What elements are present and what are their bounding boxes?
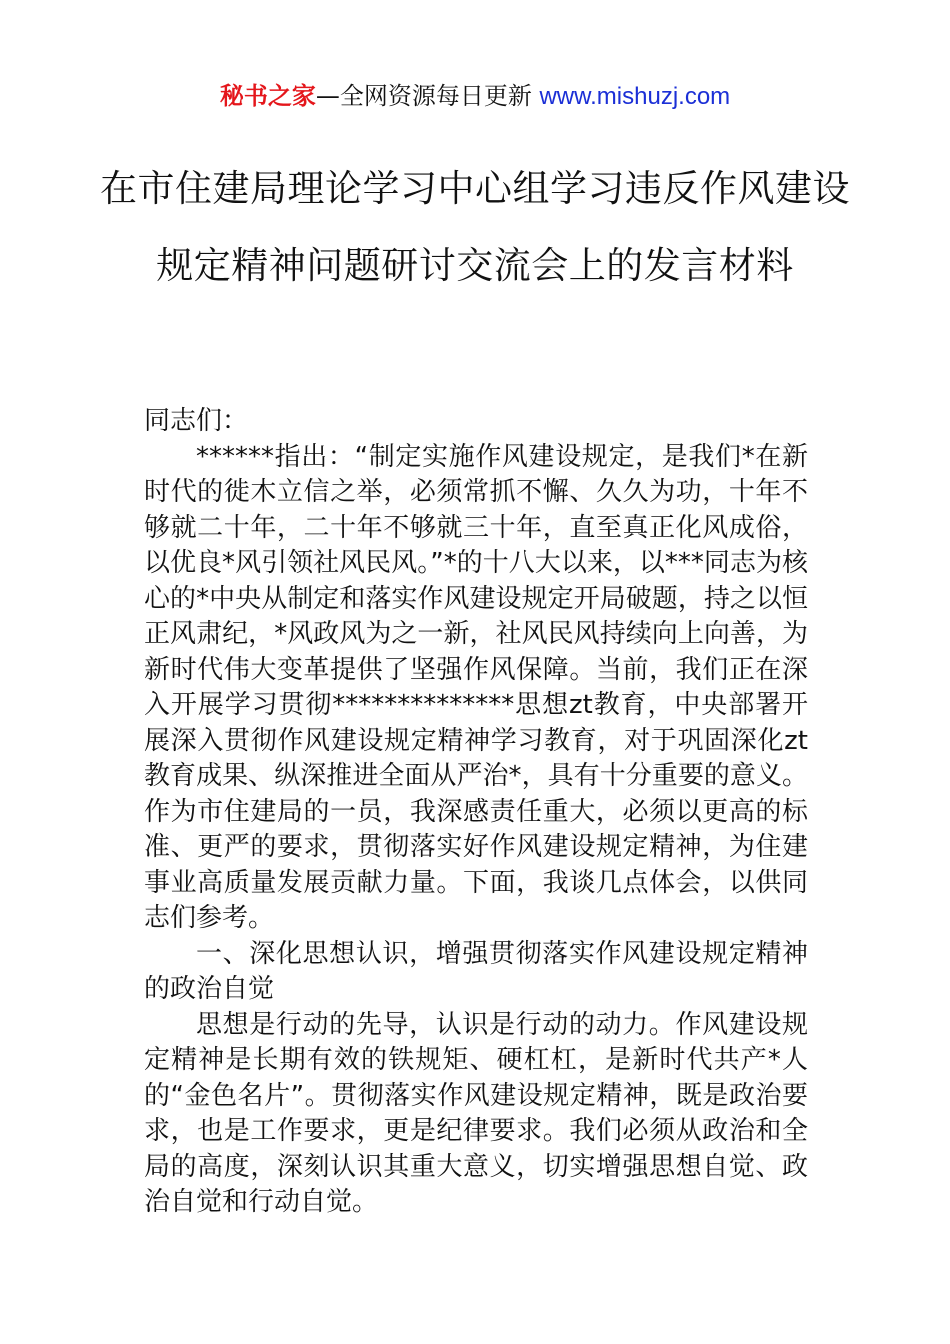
body-paragraph: ******指出：“制定实施作风建设规定，是我们*在新时代的徙木立信之举，必须常抓不懈、久久为功，十年不够就二十年，二十年不够就三十年，直至真正化风成俗，以优良*风引领社风民风。”*的十八大以来，以***同志为核心的*中央从制定和落实作风建设规定开局破题，持之以恒正风肃纪，*风政风为之一新，社风民风持续向上向善，为新时代伟大变革提供了坚强作风保障。当前，我们正在深入开展学习贯彻**************思想zt教育，中央部署开展深入贯彻作风建设规定精神学习教育，对于巩固深化zt教育成果、纵深推进全面从严治*，具有十分重要的意义。作为市住建局的一员，我深感责任重大，必须以更高的标准、更严的要求，贯彻落实好作风建设规定精神，为住建事业高质量发展贡献力量。下面，我谈几点体会，以供同志们参考。	[144, 441, 808, 933]
document-title: 在市住建局理论学习中心组学习违反作风建设规定精神问题研讨交流会上的发言材料	[100, 167, 850, 287]
site-url-link[interactable]: www.mishuzj.com	[539, 83, 731, 110]
section-heading: 一、深化思想认识，增强贯彻落实作风建设规定精神的政治自觉	[144, 938, 808, 1004]
site-header	[0, 80, 950, 113]
salutation: 同志们：	[144, 406, 249, 436]
section-paragraph: 思想是行动的先导，认识是行动的动力。作风建设规定精神是长期有效的铁规矩、硬杠杠，是新时代共产*人的“金色名片”。贯彻落实作风建设规定精神，既是政治要求，也是工作要求，更是纪律要求。我们必须从政治和全局的高度，深刻认识其重大意义，切实增强思想自觉、政治自觉和行动自觉。	[144, 1009, 808, 1217]
site-tagline: —全网资源每日更新	[315, 82, 540, 110]
site-brand: 秘书之家	[219, 82, 316, 110]
document-body	[144, 404, 808, 1221]
